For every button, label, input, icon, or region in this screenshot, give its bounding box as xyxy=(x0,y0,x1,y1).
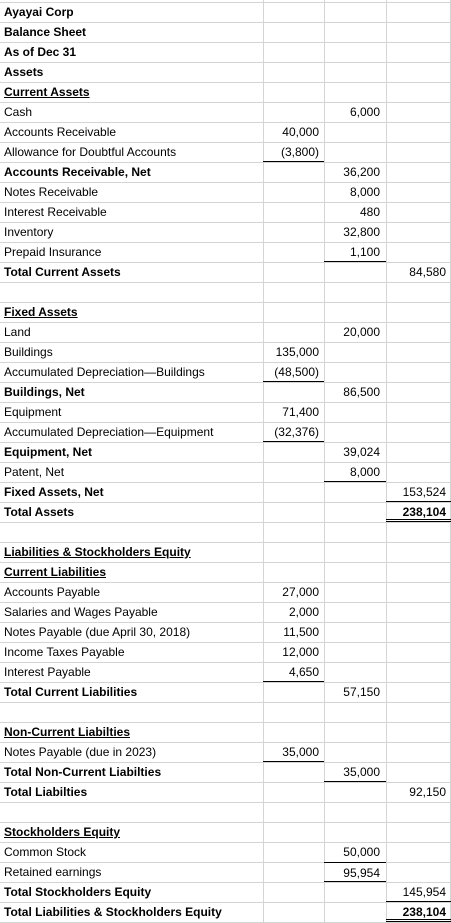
table-row xyxy=(0,302,451,322)
statement-date: As of Dec 31 xyxy=(4,45,77,59)
table-row xyxy=(0,782,451,802)
row-label: Notes Payable (due in 2023) xyxy=(4,745,157,759)
row-amount: 153,524 xyxy=(386,482,451,502)
row-label: Accumulated Depreciation—Buildings xyxy=(4,365,205,379)
table-row xyxy=(0,502,451,522)
table-row xyxy=(0,622,451,642)
table-row xyxy=(0,202,451,222)
grid-line xyxy=(0,802,451,803)
row-label: Land xyxy=(4,325,31,339)
row-amount: 40,000 xyxy=(282,125,319,139)
assets-heading: Assets xyxy=(4,65,44,79)
company-name: Ayayai Corp xyxy=(4,5,74,19)
row-amount: 8,000 xyxy=(324,462,386,482)
row-amount: 20,000 xyxy=(343,325,380,339)
row-amount: 12,000 xyxy=(282,645,319,659)
stockholders-equity-heading: Stockholders Equity xyxy=(4,825,121,839)
row-label: Total Assets xyxy=(4,505,75,519)
row-label: Patent, Net xyxy=(4,465,65,479)
table-row xyxy=(0,722,451,742)
row-amount: 36,200 xyxy=(343,165,380,179)
table-row xyxy=(0,482,451,502)
table-row xyxy=(0,542,451,562)
table-row xyxy=(0,82,451,102)
table-row xyxy=(0,122,451,142)
row-label: Total Current Liabilities xyxy=(4,685,138,699)
row-amount: 145,954 xyxy=(386,882,451,902)
table-row xyxy=(0,842,451,862)
table-row xyxy=(0,142,451,162)
row-label: Buildings xyxy=(4,345,53,359)
row-amount: 8,000 xyxy=(349,185,380,199)
row-amount: 95,954 xyxy=(324,862,386,882)
table-row xyxy=(0,862,451,882)
row-amount: (3,800) xyxy=(263,142,324,162)
row-label: Total Current Assets xyxy=(4,265,121,279)
table-row xyxy=(0,762,451,782)
row-label: Prepaid Insurance xyxy=(4,245,102,259)
table-row xyxy=(0,62,451,82)
table-row xyxy=(0,342,451,362)
table-row xyxy=(0,662,451,682)
table-row xyxy=(0,822,451,842)
table-row xyxy=(0,322,451,342)
row-label: Notes Receivable xyxy=(4,185,99,199)
row-label: Accumulated Depreciation—Equipment xyxy=(4,425,214,439)
liabilities-equity-heading: Liabilities & Stockholders Equity xyxy=(4,545,191,559)
row-amount: 238,104 xyxy=(386,502,451,522)
table-row xyxy=(0,442,451,462)
table-row xyxy=(0,22,451,42)
row-label: Total Non-Current Liabilties xyxy=(4,765,162,779)
row-amount: 57,150 xyxy=(343,685,380,699)
row-label: Interest Payable xyxy=(4,665,91,679)
table-row xyxy=(0,402,451,422)
table-row xyxy=(0,562,451,582)
row-amount: 27,000 xyxy=(282,585,319,599)
row-label: Common Stock xyxy=(4,845,87,859)
row-amount: 480 xyxy=(359,205,380,219)
row-label: Accounts Receivable, Net xyxy=(4,165,151,179)
row-amount: 2,000 xyxy=(288,605,319,619)
row-label: Accounts Payable xyxy=(4,585,101,599)
table-row xyxy=(0,682,451,702)
table-row xyxy=(0,362,451,382)
row-label: Interest Receivable xyxy=(4,205,107,219)
table-row xyxy=(0,902,451,922)
row-label: Inventory xyxy=(4,225,54,239)
row-amount: 135,000 xyxy=(275,345,319,359)
row-amount: 35,000 xyxy=(324,762,386,782)
row-label: Income Taxes Payable xyxy=(4,645,125,659)
table-row xyxy=(0,382,451,402)
grid-line xyxy=(0,282,451,283)
table-row xyxy=(0,162,451,182)
table-row xyxy=(0,2,451,22)
row-amount: 39,024 xyxy=(343,445,380,459)
fixed-assets-heading: Fixed Assets xyxy=(4,305,78,319)
row-amount: 84,580 xyxy=(409,265,446,279)
row-label: Total Liabilties xyxy=(4,785,88,799)
row-amount: 50,000 xyxy=(343,845,380,859)
table-row xyxy=(0,422,451,442)
row-label: Fixed Assets, Net xyxy=(4,485,104,499)
table-row xyxy=(0,882,451,902)
row-label: Salaries and Wages Payable xyxy=(4,605,158,619)
table-row xyxy=(0,262,451,282)
row-amount: 35,000 xyxy=(263,742,324,762)
table-row xyxy=(0,42,451,62)
table-row xyxy=(0,222,451,242)
row-amount: 4,650 xyxy=(263,662,324,682)
row-amount: 71,400 xyxy=(282,405,319,419)
table-row xyxy=(0,242,451,262)
table-row xyxy=(0,182,451,202)
statement-title: Balance Sheet xyxy=(4,25,87,39)
current-liabilities-heading: Current Liabilities xyxy=(4,565,107,579)
row-label: Cash xyxy=(4,105,33,119)
row-amount: 6,000 xyxy=(349,105,380,119)
table-row xyxy=(0,642,451,662)
row-label: Buildings, Net xyxy=(4,385,85,399)
row-label: Total Liabilities & Stockholders Equity xyxy=(4,905,222,919)
noncurrent-liabilities-heading: Non-Current Liabilties xyxy=(4,725,131,739)
row-amount: (32,376) xyxy=(263,422,324,442)
table-row xyxy=(0,462,451,482)
row-amount: 92,150 xyxy=(409,785,446,799)
row-amount: (48,500) xyxy=(263,362,324,382)
grid-line xyxy=(0,522,451,523)
table-row xyxy=(0,102,451,122)
row-label: Allowance for Doubtful Accounts xyxy=(4,145,177,159)
row-amount: 86,500 xyxy=(343,385,380,399)
row-label: Equipment xyxy=(4,405,62,419)
table-row xyxy=(0,742,451,762)
row-label: Equipment, Net xyxy=(4,445,93,459)
row-label: Retained earnings xyxy=(4,865,102,879)
row-amount: 11,500 xyxy=(283,625,319,639)
row-label: Accounts Receivable xyxy=(4,125,117,139)
row-label: Total Stockholders Equity xyxy=(4,885,152,899)
row-label: Notes Payable (due April 30, 2018) xyxy=(4,625,191,639)
row-amount: 32,800 xyxy=(343,225,380,239)
grid-line xyxy=(0,702,451,703)
table-row xyxy=(0,582,451,602)
current-assets-heading: Current Assets xyxy=(4,85,90,99)
row-amount: 238,104 xyxy=(386,902,451,922)
row-amount: 1,100 xyxy=(324,242,386,262)
table-row xyxy=(0,602,451,622)
